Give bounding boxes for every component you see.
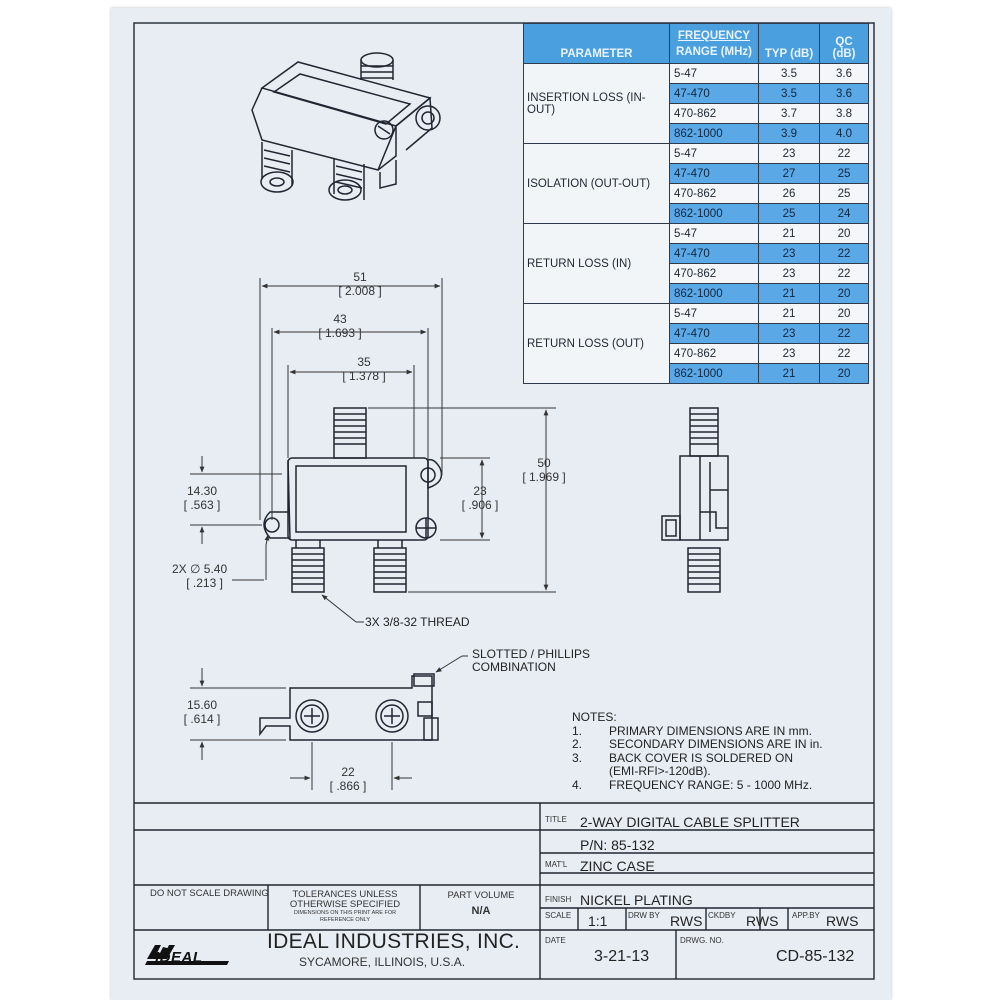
qc-value: 4.0 bbox=[820, 124, 869, 144]
ideal-logo-text: IDEAL bbox=[155, 949, 203, 966]
dim-14-30: 14.30 bbox=[186, 484, 218, 498]
frequency-range: 862-1000 bbox=[670, 204, 759, 224]
note-text: FREQUENCY RANGE: 5 - 1000 MHz. bbox=[609, 777, 813, 792]
qc-value: 3.8 bbox=[820, 104, 869, 124]
typ-value: 3.7 bbox=[759, 104, 820, 124]
note-text: BACK COVER IS SOLDERED ON bbox=[609, 750, 794, 765]
note-item bbox=[572, 725, 823, 739]
typ-value: 23 bbox=[759, 244, 820, 264]
frequency-range: 47-470 bbox=[670, 244, 759, 264]
typ-value: 26 bbox=[759, 184, 820, 204]
note-item bbox=[572, 779, 823, 793]
company-name: IDEAL INDUSTRIES, INC. bbox=[267, 930, 521, 953]
qc-value: 25 bbox=[820, 184, 869, 204]
slotted-callout-line1: SLOTTED / PHILLIPS bbox=[472, 647, 591, 661]
parameter-name: ISOLATION (OUT-OUT) bbox=[524, 144, 670, 224]
typ-value: 21 bbox=[759, 284, 820, 304]
part-volume: N/A bbox=[471, 905, 491, 917]
frequency-range: 47-470 bbox=[670, 324, 759, 344]
spec-row bbox=[524, 64, 869, 84]
typ-value: 3.9 bbox=[759, 124, 820, 144]
note-item bbox=[572, 738, 823, 752]
finish-label: FINISH bbox=[545, 895, 572, 904]
frequency-range: 5-47 bbox=[670, 224, 759, 244]
frequency-range: 47-470 bbox=[670, 84, 759, 104]
notes-list bbox=[572, 725, 823, 793]
tolerance-line1: TOLERANCES UNLESS bbox=[292, 889, 398, 900]
dim-22: 22 bbox=[341, 765, 355, 779]
header-qc: QC (dB) bbox=[820, 24, 869, 64]
qc-value: 22 bbox=[820, 144, 869, 164]
company-city: SYCAMORE, ILLINOIS, U.S.A. bbox=[299, 955, 466, 969]
date-label: DATE bbox=[545, 936, 566, 945]
note-number: 4. bbox=[572, 777, 583, 792]
part-number: P/N: 85-132 bbox=[580, 837, 655, 853]
parameter-name: INSERTION LOSS (IN-OUT) bbox=[524, 64, 670, 144]
notes-block bbox=[572, 711, 823, 792]
scale-label: SCALE bbox=[545, 911, 572, 920]
typ-value: 27 bbox=[759, 164, 820, 184]
frequency-range: 5-47 bbox=[670, 64, 759, 84]
dim-14-30-in: [ .563 ] bbox=[183, 498, 221, 512]
spec-row bbox=[524, 224, 869, 244]
typ-value: 21 bbox=[759, 304, 820, 324]
slotted-callout-line2: COMBINATION bbox=[472, 660, 556, 674]
dim-43-in: [ 1.693 ] bbox=[318, 326, 362, 340]
note-text: PRIMARY DIMENSIONS ARE IN mm. bbox=[609, 723, 812, 738]
dim-23: 23 bbox=[473, 484, 487, 498]
front-view bbox=[264, 408, 442, 592]
header-parameter: PARAMETER bbox=[524, 24, 670, 64]
frequency-range: 470-862 bbox=[670, 104, 759, 124]
dim-51-in: [ 2.008 ] bbox=[338, 284, 382, 298]
frequency-range: 47-470 bbox=[670, 164, 759, 184]
no-scale-note: DO NOT SCALE DRAWING bbox=[150, 888, 269, 899]
dim-15-60-in: [ .614 ] bbox=[183, 712, 221, 726]
note-number: 1. bbox=[572, 723, 583, 738]
parameter-name: RETURN LOSS (IN) bbox=[524, 224, 670, 304]
note-item bbox=[572, 752, 823, 766]
qc-value: 22 bbox=[820, 264, 869, 284]
typ-value: 3.5 bbox=[759, 84, 820, 104]
material-label: MAT'L bbox=[545, 860, 568, 869]
typ-value: 21 bbox=[759, 224, 820, 244]
frequency-range: 862-1000 bbox=[670, 284, 759, 304]
frequency-range: 5-47 bbox=[670, 144, 759, 164]
qc-value: 22 bbox=[820, 344, 869, 364]
side-view bbox=[662, 408, 728, 592]
dim-22-in: [ .866 ] bbox=[329, 779, 367, 793]
typ-value: 25 bbox=[759, 204, 820, 224]
typ-value: 3.5 bbox=[759, 64, 820, 84]
date-value: 3-21-13 bbox=[594, 948, 650, 965]
header-freq-line2: RANGE (MHz) bbox=[675, 45, 753, 58]
tolerance-line3: DIMENSIONS ON THIS PRINT ARE FOR bbox=[293, 910, 397, 916]
qc-value: 24 bbox=[820, 204, 869, 224]
qc-value: 20 bbox=[820, 284, 869, 304]
checked-by: RWS bbox=[746, 913, 779, 929]
dimension-lines bbox=[190, 278, 556, 622]
qc-value: 3.6 bbox=[820, 64, 869, 84]
typ-value: 23 bbox=[759, 144, 820, 164]
part-volume-label: PART VOLUME bbox=[447, 890, 515, 901]
dim-35: 35 bbox=[357, 355, 371, 369]
header-frequency bbox=[670, 24, 759, 64]
spec-row bbox=[524, 144, 869, 164]
qc-value: 3.6 bbox=[820, 84, 869, 104]
dim-23-in: [ .906 ] bbox=[461, 498, 499, 512]
qc-value: 20 bbox=[820, 224, 869, 244]
note-text: (EMI-RFI>-120dB). bbox=[609, 764, 711, 778]
frequency-range: 470-862 bbox=[670, 344, 759, 364]
scale-value: 1:1 bbox=[588, 913, 608, 929]
bottom-view bbox=[260, 674, 438, 740]
typ-value: 23 bbox=[759, 264, 820, 284]
material: ZINC CASE bbox=[580, 858, 655, 874]
dim-50: 50 bbox=[537, 456, 551, 470]
approved-by-label: APP.BY bbox=[792, 911, 820, 920]
frequency-range: 862-1000 bbox=[670, 364, 759, 384]
qc-value: 20 bbox=[820, 304, 869, 324]
drawing-number: CD-85-132 bbox=[776, 948, 855, 965]
qc-value: 22 bbox=[820, 324, 869, 344]
spec-table bbox=[523, 23, 869, 384]
dim-51: 51 bbox=[353, 270, 367, 284]
qc-value: 25 bbox=[820, 164, 869, 184]
spec-row bbox=[524, 304, 869, 324]
frequency-range: 470-862 bbox=[670, 184, 759, 204]
frequency-range: 5-47 bbox=[670, 304, 759, 324]
tolerance-line4: REFERENCE ONLY bbox=[319, 917, 371, 923]
drawing-number-label: DRWG. NO. bbox=[680, 936, 724, 945]
qc-value: 20 bbox=[820, 364, 869, 384]
frequency-range: 470-862 bbox=[670, 264, 759, 284]
typ-value: 23 bbox=[759, 324, 820, 344]
note-number: 2. bbox=[572, 737, 583, 751]
isometric-view bbox=[252, 53, 440, 200]
dim-15-60: 15.60 bbox=[186, 698, 218, 712]
qc-value: 22 bbox=[820, 244, 869, 264]
dim-hole-in: [ .213 ] bbox=[186, 576, 223, 590]
typ-value: 21 bbox=[759, 364, 820, 384]
dim-50-in: [ 1.969 ] bbox=[522, 470, 566, 484]
typ-value: 23 bbox=[759, 344, 820, 364]
spec-table-body bbox=[524, 64, 869, 384]
note-text: SECONDARY DIMENSIONS ARE IN in. bbox=[609, 737, 823, 751]
notes-heading: NOTES: bbox=[572, 710, 617, 724]
note-item bbox=[572, 765, 823, 779]
tolerance-line2: OTHERWISE SPECIFIED bbox=[289, 899, 401, 910]
ideal-logo bbox=[143, 935, 233, 969]
finish: NICKEL PLATING bbox=[580, 892, 693, 908]
title-label: TITLE bbox=[545, 815, 567, 824]
drawn-by: RWS bbox=[670, 913, 703, 929]
thread-callout: 3X 3/8-32 THREAD bbox=[365, 615, 470, 629]
dim-hole: 2X ∅ 5.40 bbox=[172, 562, 228, 576]
header-freq-line1: FREQUENCY bbox=[677, 29, 751, 42]
approved-by: RWS bbox=[826, 913, 859, 929]
dim-43: 43 bbox=[333, 312, 347, 326]
parameter-name: RETURN LOSS (OUT) bbox=[524, 304, 670, 384]
frequency-range: 862-1000 bbox=[670, 124, 759, 144]
drawing-title: 2-WAY DIGITAL CABLE SPLITTER bbox=[580, 814, 800, 830]
drawn-by-label: DRW BY bbox=[628, 911, 660, 920]
note-number: 3. bbox=[572, 750, 583, 765]
checked-by-label: CKDBY bbox=[708, 911, 736, 920]
header-typ: TYP (dB) bbox=[759, 24, 820, 64]
dim-35-in: [ 1.378 ] bbox=[342, 369, 386, 383]
note-number bbox=[572, 765, 609, 779]
